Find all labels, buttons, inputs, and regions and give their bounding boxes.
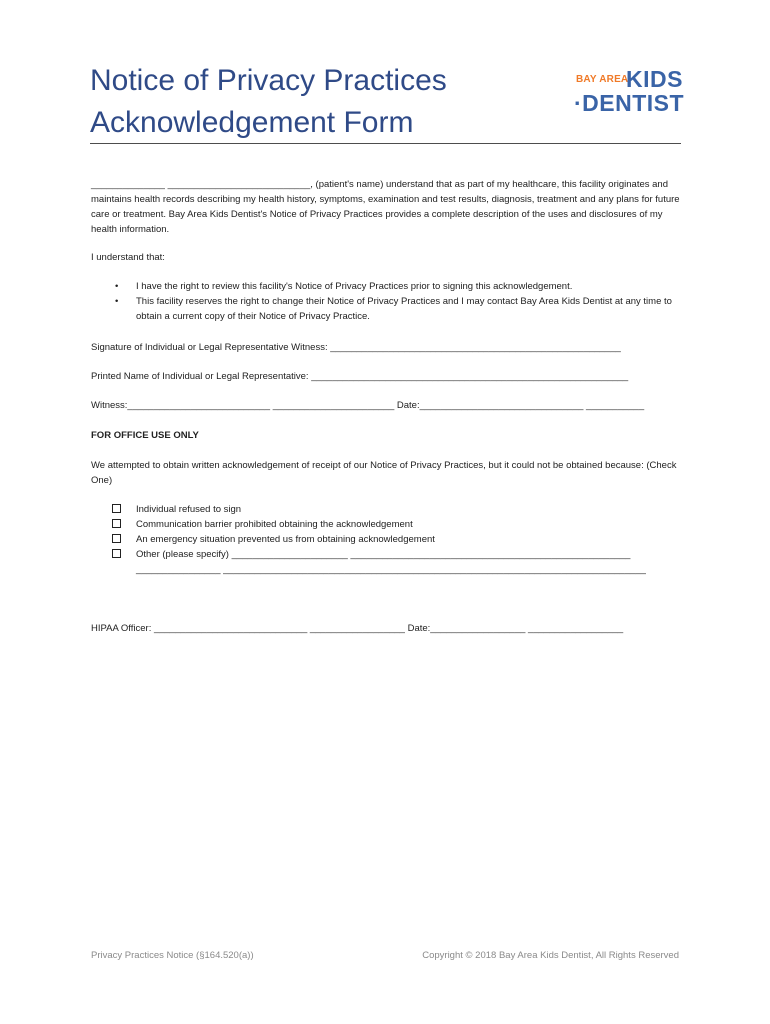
list-item [91,279,681,294]
footer-left: Privacy Practices Notice (§164.520(a)) [91,950,254,961]
other-specify-continuation[interactable]: ________________ ________________________________________________________________________________ [136,564,646,575]
checkbox-communication-barrier[interactable] [112,519,121,528]
page-title [90,60,510,144]
logo-bay-area-text: BAY AREA [576,74,629,85]
checklist-item-refused [110,502,680,517]
bullet-text: This facility reserves the right to change their Notice of Privacy Practices and I may contact Bay Area Kids Dentist at any time to obtain a current copy of their Notice of Privacy Practice. [136,296,672,322]
intro-paragraph: ______________ ___________________________, (patient's name) understand that as part of my healthcare, this facility originates and maintains health records describing my health history, symptoms, examination and test results, diagnosis, treatment and any plans for future care or treatment. Bay Area Kids Dentist's Notice of Privacy Practices provides a complete description of the uses and disclosures of my health information. [91,179,680,235]
printed-name-field[interactable]: Printed Name of Individual or Legal Representative: ____________________________________________________________ [91,371,629,382]
bullet-icon: • [115,296,119,307]
signature-field[interactable]: Signature of Individual or Legal Representative Witness: _______________________________________________________ [91,342,621,353]
checkbox-label: Individual refused to sign [136,504,242,515]
reason-checklist [110,502,680,577]
checkbox-other[interactable] [112,549,121,558]
title-line-2: Acknowledgement Form [90,106,414,139]
witness-date-field[interactable]: Witness:___________________________ _______________________ Date:_______________________________ ___________ [91,400,645,411]
checkbox-label: An emergency situation prevented us from obtaining acknowledgement [136,534,435,545]
list-item [91,294,681,324]
title-divider [90,143,681,144]
logo-kids-text: KIDS [626,66,683,92]
title-line-1: Notice of Privacy Practices [90,64,447,97]
office-use-statement: We attempted to obtain written acknowledgement of receipt of our Notice of Privacy Practices, but it could not be obtained because: (Check One) [91,460,677,486]
bay-area-kids-dentist-logo [574,68,684,118]
checkbox-refused[interactable] [112,504,121,513]
logo-dentist-text: ·DENTIST [574,90,685,116]
understand-label: I understand that: [91,252,165,263]
acknowledgement-bullets [91,279,681,324]
bullet-icon: • [115,281,119,292]
checkbox-emergency[interactable] [112,534,121,543]
checklist-item-emergency [110,532,680,547]
hipaa-officer-field[interactable]: HIPAA Officer: _____________________________ __________________ Date:__________________ __________________ [91,623,624,634]
bullet-text: I have the right to review this facility's Notice of Privacy Practices prior to signing this acknowledgement. [136,281,573,292]
checkbox-label: Communication barrier prohibited obtaining the acknowledgement [136,519,413,530]
checklist-item-communication-barrier [110,517,680,532]
checklist-item-other [110,547,680,562]
office-use-heading: FOR OFFICE USE ONLY [91,430,199,441]
other-specify-field[interactable]: Other (please specify) ______________________ _____________________________________________________ [136,549,631,560]
footer-copyright: Copyright © 2018 Bay Area Kids Dentist, All Rights Reserved [422,950,679,961]
